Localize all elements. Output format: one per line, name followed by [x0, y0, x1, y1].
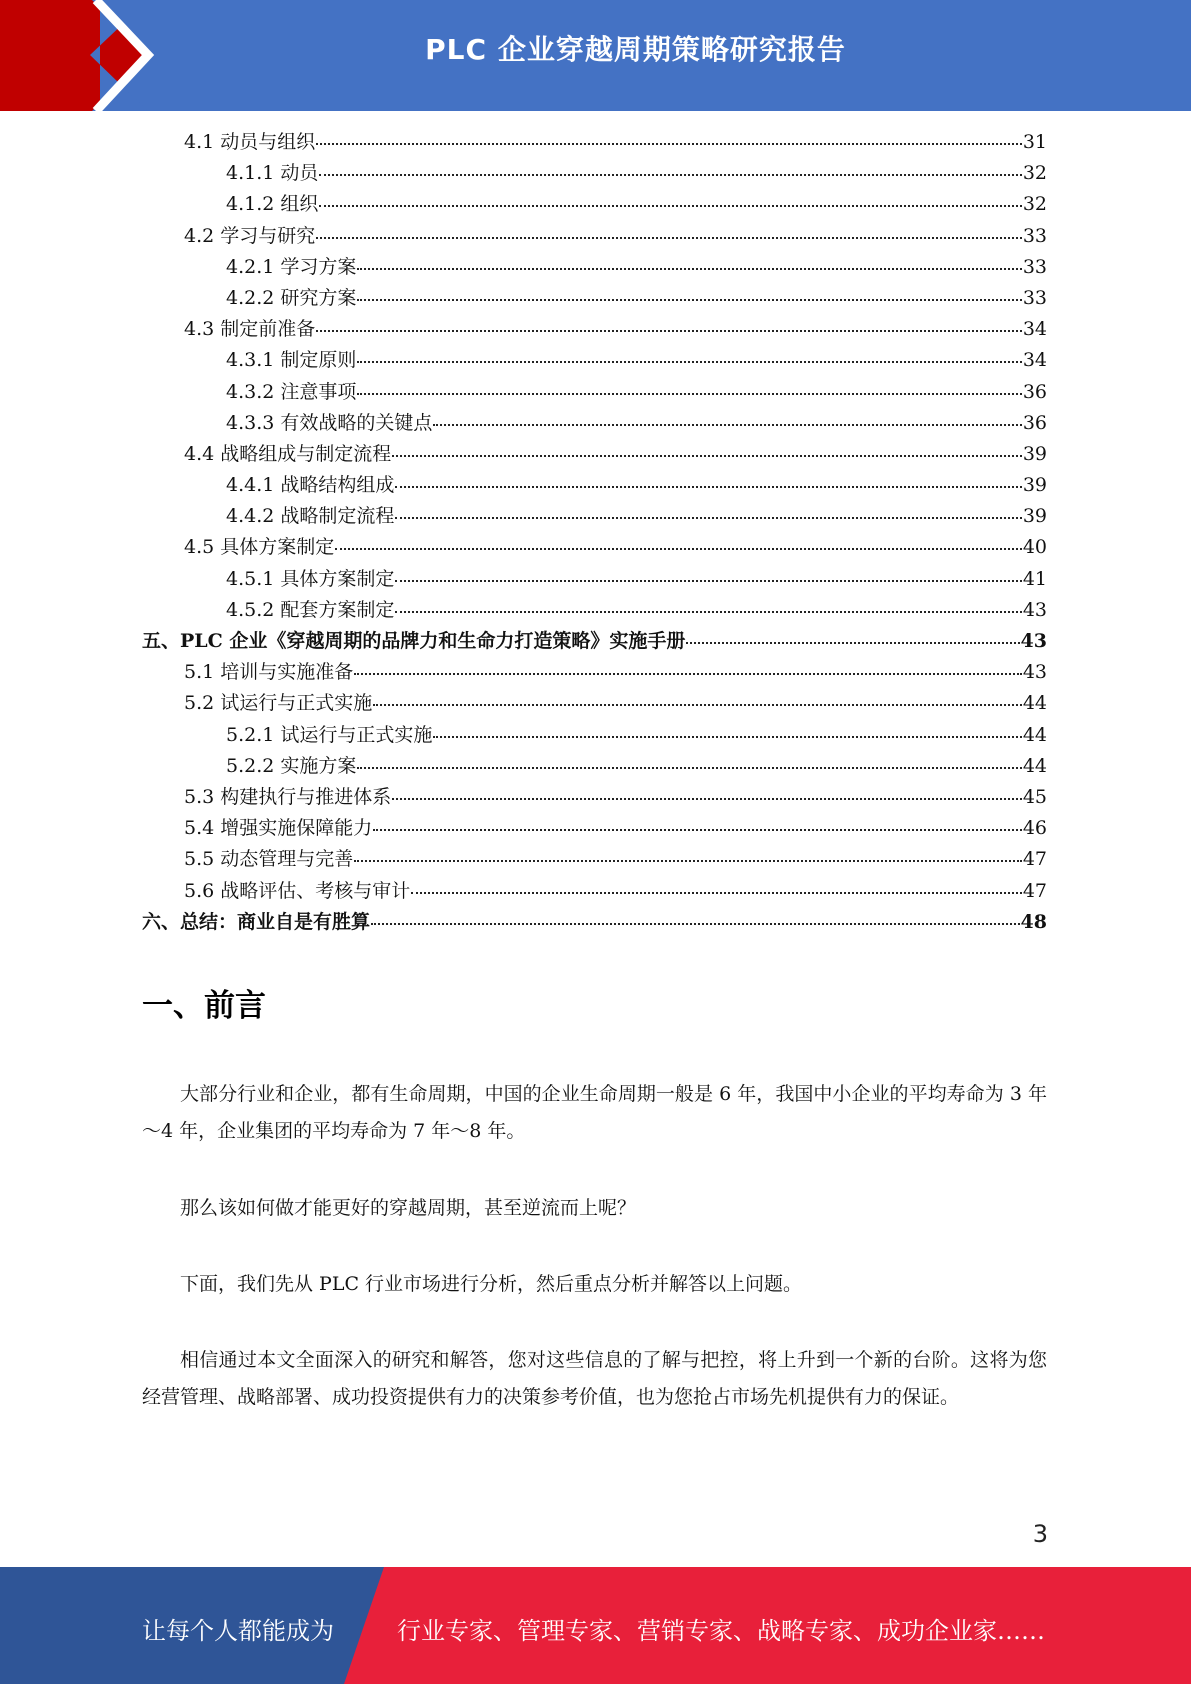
toc-entry[interactable]: [142, 532, 1047, 563]
paragraph: 相信通过本文全面深入的研究和解答，您对这些信息的了解与把控，将上升到一个新的台阶。这将为您经营管理、战略部署、成功投资提供有力的决策参考价值，也为您抢占市场先机提供有力的保证。: [142, 1349, 1047, 1408]
toc-entry-page: 36: [1022, 411, 1047, 434]
toc-dot-leader: [373, 829, 1022, 831]
toc-entry-page: 32: [1022, 193, 1047, 216]
toc-entry-page: 34: [1022, 318, 1047, 341]
toc-dot-leader: [392, 455, 1022, 457]
footer-slogan-right: 行业专家、管理专家、营销专家、战略专家、成功企业家……: [397, 1617, 1045, 1645]
toc-entry[interactable]: [142, 813, 1047, 844]
toc-dot-leader: [357, 299, 1021, 301]
page-footer: [0, 1567, 1191, 1684]
toc-entry-label: 4.5.2 配套方案制定: [226, 598, 395, 621]
toc-entry-label: 4.2.1 学习方案: [226, 255, 357, 278]
toc-entry[interactable]: [142, 501, 1047, 532]
toc-dot-leader: [316, 143, 1022, 145]
toc-dot-leader: [395, 486, 1021, 488]
toc-entry[interactable]: [142, 252, 1047, 283]
toc-entry[interactable]: [142, 626, 1047, 657]
toc-entry[interactable]: [142, 720, 1047, 751]
toc-entry-page: 36: [1022, 380, 1047, 403]
toc-entry-label: 4.3.2 注意事项: [226, 380, 357, 403]
toc-dot-leader: [354, 860, 1022, 862]
toc-entry[interactable]: [142, 782, 1047, 813]
toc-entry-label: 4.2.2 研究方案: [226, 286, 357, 309]
toc-entry-page: 43: [1022, 661, 1047, 684]
toc-dot-leader: [392, 798, 1022, 800]
toc-entry[interactable]: [142, 439, 1047, 470]
toc-entry-page: 46: [1022, 817, 1047, 840]
toc-dot-leader: [686, 642, 1019, 644]
toc-entry-page: 39: [1022, 442, 1047, 465]
paragraph: 大部分行业和企业，都有生命周期，中国的企业生命周期一般是 6 年，我国中小企业的平均寿命为 3 年～4 年，企业集团的平均寿命为 7 年～8 年。: [142, 1083, 1047, 1142]
toc-dot-leader: [395, 580, 1021, 582]
page-number: 3: [1032, 1520, 1048, 1548]
toc-entry[interactable]: [142, 564, 1047, 595]
toc-entry-label: 4.1.2 组织: [226, 193, 319, 216]
toc-dot-leader: [319, 205, 1021, 207]
toc-entry-label: 5.2 试运行与正式实施: [184, 692, 373, 715]
toc-dot-leader: [357, 361, 1021, 363]
toc-dot-leader: [433, 736, 1021, 738]
toc-entry-label: 5.3 构建执行与推进体系: [184, 785, 392, 808]
toc-dot-leader: [371, 923, 1020, 925]
toc-entry-page: 40: [1022, 536, 1047, 559]
toc-entry-label: 4.5.1 具体方案制定: [226, 567, 395, 590]
toc-entry-label: 4.3.1 制定原则: [226, 349, 357, 372]
footer-slogan-left: 让每个人都能成为: [142, 1617, 334, 1645]
toc-entry-label: 4.5 具体方案制定: [184, 536, 335, 559]
toc-entry-page: 33: [1022, 255, 1047, 278]
toc-entry-label: 5.1 培训与实施准备: [184, 661, 354, 684]
toc-dot-leader: [316, 237, 1022, 239]
toc-entry-label: 4.1.1 动员: [226, 162, 319, 185]
toc-entry-label: 5.6 战略评估、考核与审计: [184, 879, 411, 902]
toc-dot-leader: [357, 767, 1021, 769]
toc-dot-leader: [373, 704, 1022, 706]
toc-entry[interactable]: [142, 345, 1047, 376]
toc-entry[interactable]: [142, 907, 1047, 938]
page-header: [0, 0, 1191, 111]
toc-dot-leader: [319, 174, 1021, 176]
toc-entry[interactable]: [142, 158, 1047, 189]
toc-dot-leader: [316, 330, 1022, 332]
toc-entry[interactable]: [142, 751, 1047, 782]
toc-entry-page: 33: [1022, 286, 1047, 309]
toc-dot-leader: [411, 892, 1022, 894]
toc-entry-label: 4.2 学习与研究: [184, 224, 316, 247]
paragraph: 下面，我们先从 PLC 行业市场进行分析，然后重点分析并解答以上问题。: [180, 1273, 803, 1295]
toc-entry-label: 4.4 战略组成与制定流程: [184, 442, 392, 465]
toc-entry[interactable]: [142, 189, 1047, 220]
toc-entry[interactable]: [142, 377, 1047, 408]
toc-entry[interactable]: [142, 844, 1047, 875]
toc-entry-label: 4.3.3 有效战略的关键点: [226, 411, 433, 434]
toc-entry-label: 五、PLC 企业《穿越周期的品牌力和生命力打造策略》实施手册: [142, 630, 686, 652]
toc-entry[interactable]: [142, 221, 1047, 252]
report-title: PLC 企业穿越周期策略研究报告: [425, 33, 846, 66]
toc-entry-page: 31: [1022, 131, 1047, 153]
paragraph: 那么该如何做才能更好的穿越周期，甚至逆流而上呢？: [180, 1197, 637, 1219]
toc-entry[interactable]: [142, 408, 1047, 439]
toc-entry-label: 5.5 动态管理与完善: [184, 848, 354, 871]
toc-entry-page: 47: [1022, 879, 1047, 902]
toc-entry-page: 44: [1022, 692, 1047, 715]
toc-entry-page: 33: [1022, 224, 1047, 247]
toc-entry[interactable]: [142, 688, 1047, 719]
toc-entry[interactable]: [142, 657, 1047, 688]
toc-entry[interactable]: [142, 876, 1047, 907]
toc-dot-leader: [433, 424, 1021, 426]
toc-dot-leader: [335, 548, 1022, 550]
toc-entry-label: 4.3 制定前准备: [184, 318, 316, 341]
section-heading: 一、前言: [142, 988, 266, 1024]
toc-entry-page: 43: [1020, 630, 1047, 652]
toc-dot-leader: [357, 268, 1021, 270]
toc-entry[interactable]: [142, 127, 1047, 158]
toc-entry-page: 41: [1022, 567, 1047, 590]
toc-entry-label: 5.2.2 实施方案: [226, 754, 357, 777]
toc-entry-page: 47: [1022, 848, 1047, 871]
toc-dot-leader: [395, 611, 1021, 613]
toc-entry-page: 43: [1022, 598, 1047, 621]
table-of-contents: [142, 127, 1047, 938]
toc-entry[interactable]: [142, 283, 1047, 314]
toc-entry-page: 32: [1022, 162, 1047, 185]
toc-entry-page: 44: [1022, 723, 1047, 746]
toc-entry[interactable]: [142, 314, 1047, 345]
toc-entry-page: 45: [1022, 785, 1047, 808]
toc-entry-page: 44: [1022, 754, 1047, 777]
toc-entry-label: 4.4.2 战略制定流程: [226, 505, 395, 528]
toc-dot-leader: [354, 673, 1022, 675]
toc-entry[interactable]: [142, 470, 1047, 501]
toc-entry-page: 39: [1022, 505, 1047, 528]
toc-entry-label: 5.2.1 试运行与正式实施: [226, 723, 433, 746]
toc-dot-leader: [357, 393, 1021, 395]
toc-dot-leader: [395, 517, 1021, 519]
toc-entry-page: 34: [1022, 349, 1047, 372]
toc-entry-label: 六、总结：商业自是有胜算: [142, 910, 371, 933]
toc-entry-label: 4.1 动员与组织: [184, 131, 316, 153]
toc-entry-label: 4.4.1 战略结构组成: [226, 474, 395, 497]
toc-entry-page: 39: [1022, 474, 1047, 497]
toc-entry-label: 5.4 增强实施保障能力: [184, 817, 373, 840]
toc-entry-page: 48: [1020, 910, 1047, 933]
toc-entry[interactable]: [142, 595, 1047, 626]
